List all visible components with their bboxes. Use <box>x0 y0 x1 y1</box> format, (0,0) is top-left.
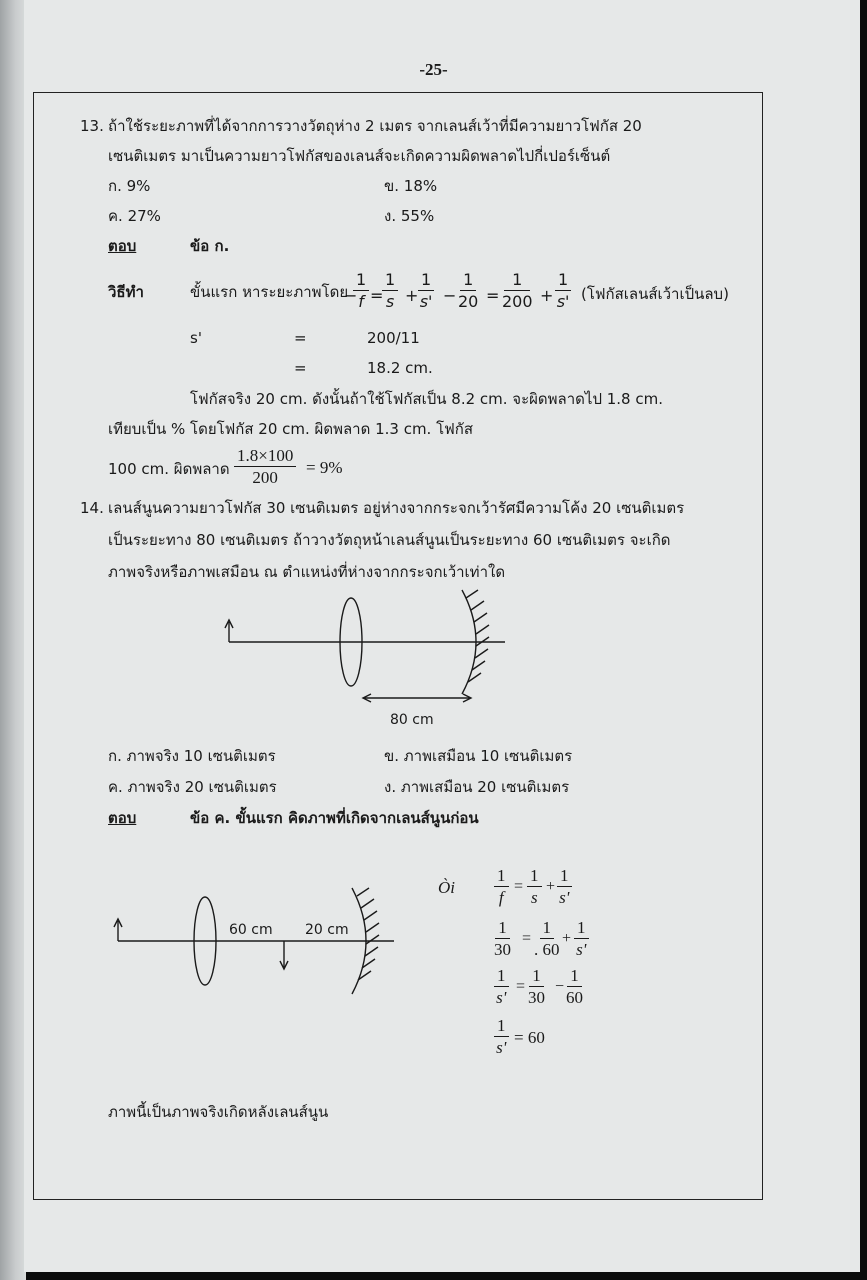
calc-num: 1 <box>494 1016 509 1037</box>
sprime-value-1: 200/11 <box>367 329 420 347</box>
calc-plus: + <box>546 878 556 895</box>
sprime-equals-1: = <box>294 329 307 347</box>
mirror-hatching-2 <box>357 888 379 980</box>
q14-conclusion: ภาพนี้เป็นภาพจริงเกิดหลังเลนส์นูน <box>108 1103 329 1121</box>
eq-den-f: f <box>358 292 364 311</box>
q14-text-line1: เลนส์นูนความยาวโฟกัส 30 เซนติเมตร อยู่ห่างจากกระจกเว้ารัศมีความโค้ง 20 เซนติเมตร <box>108 499 685 517</box>
eq-minus-2: − <box>443 286 457 305</box>
q13-number: 13. <box>80 117 104 135</box>
calc-den-30: 30 <box>494 940 511 959</box>
q14-choice-d: ง. ภาพเสมือน 20 เซนติเมตร <box>384 778 570 796</box>
q13-fraction-result: = 9% <box>306 458 343 477</box>
eq-num: 1 <box>460 270 476 291</box>
eq-num: 1 <box>555 270 571 291</box>
q13-para1: โฟกัสจริง 20 cm. ดังนั้นถ้าใช้โฟกัสเป็น 8.2 cm. จะผิดพลาดไป 1.8 cm. <box>190 390 663 408</box>
q13-step1: ขั้นแรก หาระยะภาพโดย <box>190 283 349 301</box>
diagram-80cm-label: 80 cm <box>390 712 434 728</box>
eq-num: 1 <box>418 270 434 291</box>
calc-eq: = <box>514 878 524 895</box>
calc-num: 1 <box>494 866 509 887</box>
q13-text-line1: ถ้าใช้ระยะภาพที่ได้จากการวางวัตถุห่าง 2 เมตร จากเลนส์เว้าที่มีความยาวโฟกัส 20 <box>108 117 642 135</box>
eq-den-sprime: s' <box>419 292 433 311</box>
calc-result: = 60 <box>514 1028 545 1047</box>
q13-choice-d: ง. 55% <box>384 207 435 225</box>
calc-eq: = <box>522 930 532 947</box>
calc-den-dot60: . 60 <box>534 940 560 959</box>
eq-minus-lead: − <box>344 286 358 305</box>
diagram2-20cm-label: 20 cm <box>305 922 349 938</box>
calc-den-sp: s' <box>559 888 570 907</box>
calc-den-sp: s' <box>496 988 507 1007</box>
calc-minus: − <box>555 978 565 995</box>
eq-den-20: 20 <box>458 292 479 311</box>
eq-den-s: s <box>385 292 395 311</box>
q13-choice-b: ข. 18% <box>384 177 438 195</box>
calc-num: 1 <box>529 966 544 987</box>
q13-answer-label: ตอบ <box>108 237 137 255</box>
calc-den-f: f <box>498 888 504 907</box>
calc-num: 1 <box>574 918 589 939</box>
q13-method-label: วิธีทำ <box>108 283 144 301</box>
page-number: -25- <box>419 60 448 79</box>
eq-den-200: 200 <box>502 292 533 311</box>
q14-answer: ข้อ ค. ขั้นแรก คิดภาพที่เกิดจากเลนส์นูนก่อน <box>190 809 479 827</box>
q14-choice-c: ค. ภาพจริง 20 เซนติเมตร <box>108 778 277 796</box>
calc-num: 1 <box>494 966 509 987</box>
sprime-label: s' <box>190 329 202 347</box>
calc-plus: + <box>562 930 572 947</box>
eq-den-sprime2: s' <box>556 292 570 311</box>
calc-num: 1 <box>495 918 510 939</box>
calc-den-30: 30 <box>528 988 545 1007</box>
sprime-value-2: 18.2 cm. <box>367 359 433 377</box>
q14-number: 14. <box>80 499 104 517</box>
q14-choice-a: ก. ภาพจริง 10 เซนติเมตร <box>108 747 276 765</box>
q14-text-line2: เป็นระยะทาง 80 เซนติเมตร ถ้าวางวัตถุหน้าเลนส์นูนเป็นระยะทาง 60 เซนติเมตร จะเกิด <box>108 531 671 549</box>
calc-num: 1 <box>567 966 582 987</box>
q13-fraction-den: 200 <box>252 468 278 487</box>
q14-choice-b: ข. ภาพเสมือน 10 เซนติเมตร <box>384 747 573 765</box>
eq-num: 1 <box>353 270 369 291</box>
eq-plus-1: + <box>405 286 419 305</box>
calc-eq: = <box>516 978 526 995</box>
q13-choice-a: ก. 9% <box>108 177 151 195</box>
calc-num: 1 <box>557 866 572 887</box>
sprime-equals-2: = <box>294 359 307 377</box>
eq-equals-2: = <box>486 286 500 305</box>
eq-num: 1 <box>382 270 398 291</box>
calc-den-sp: s' <box>576 940 587 959</box>
q13-choice-c: ค. 27% <box>108 207 161 225</box>
calc-num: 1 <box>540 918 555 939</box>
eq-plus-2: + <box>540 286 554 305</box>
calc-den-s: s <box>530 888 538 907</box>
q13-para2: เทียบเป็น % โดยโฟกัส 20 cm. ผิดพลาด 1.3 cm. โฟกัส <box>108 420 474 438</box>
calc-num: 1 <box>527 866 542 887</box>
diagram2-60cm-label: 60 cm <box>229 922 273 938</box>
oi-mark: Òi <box>438 878 455 897</box>
calc-den-60: 60 <box>566 988 583 1007</box>
q13-step1-note: (โฟกัสเลนส์เว้าเป็นลบ) <box>581 285 729 303</box>
calc-den-sp: s' <box>496 1038 507 1057</box>
eq-equals-1: = <box>370 286 384 305</box>
q13-fraction-num: 1.8×100 <box>234 446 296 467</box>
q13-para3: 100 cm. ผิดพลาด <box>108 460 230 478</box>
q14-text-line3: ภาพจริงหรือภาพเสมือน ณ ตำแหน่งที่ห่างจากกระจกเว้าเท่าใด <box>108 563 506 581</box>
q13-answer: ข้อ ก. <box>190 237 230 255</box>
q13-text-line2: เซนติเมตร มาเป็นความยาวโฟกัสของเลนส์จะเกิดความผิดพลาดไปกี่เปอร์เซ็นต์ <box>108 147 611 165</box>
q14-answer-label: ตอบ <box>108 809 137 827</box>
eq-num: 1 <box>504 270 530 291</box>
